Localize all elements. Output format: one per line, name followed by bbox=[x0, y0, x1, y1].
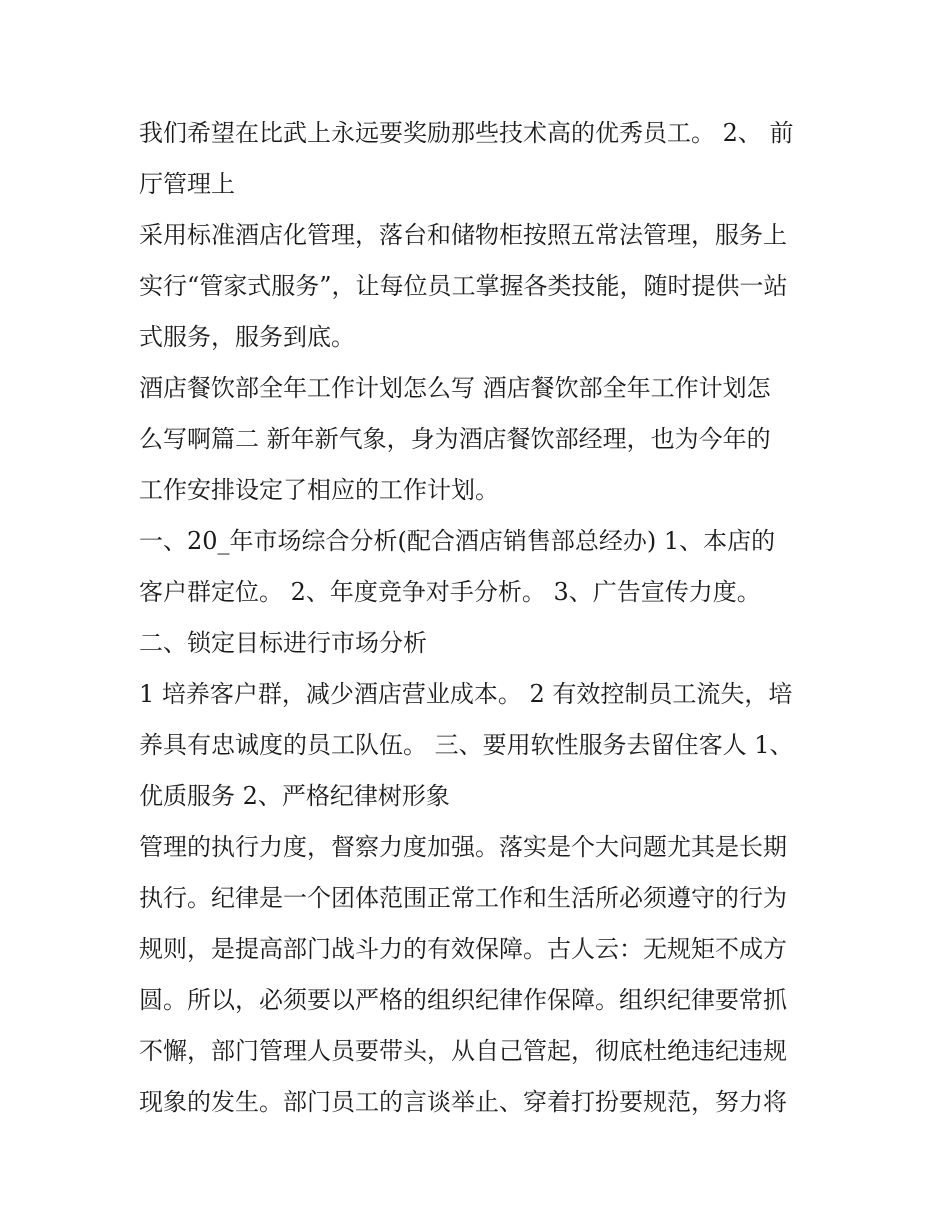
text-line: 优质服务 2、严格纪律树形象 bbox=[139, 782, 450, 810]
text-line: 我们希望在比武上永远要奖励那些技术高的优秀员工。 2、 前 bbox=[139, 119, 794, 147]
text-line: 1 培养客户群，减少酒店营业成本。 2 有效控制员工流失，培 bbox=[139, 680, 793, 708]
text-line: 现象的发生。部门员工的言谈举止、穿着打扮要规范，努力将 bbox=[139, 1088, 787, 1116]
text-line: 厅管理上 bbox=[139, 170, 235, 198]
text-line: 圆。所以，必须要以严格的组织纪律作保障。组织纪律要常抓 bbox=[139, 986, 787, 1014]
text-line: 管理的执行力度，督察力度加强。落实是个大问题尤其是长期 bbox=[139, 833, 787, 861]
text-line: 采用标准酒店化管理，落台和储物柜按照五常法管理，服务上 bbox=[139, 221, 787, 249]
text-line: 执行。纪律是一个团体范围正常工作和生活所必须遵守的行为 bbox=[139, 884, 787, 912]
text-line: 么写啊篇二 新年新气象，身为酒店餐饮部经理，也为今年的 bbox=[139, 425, 771, 453]
text-line: 一、20_年市场综合分析(配合酒店销售部总经办) 1、本店的 bbox=[139, 527, 776, 555]
text-line: 工作安排设定了相应的工作计划。 bbox=[139, 476, 499, 504]
text-line: 规则，是提高部门战斗力的有效保障。古人云：无规矩不成方 bbox=[139, 935, 787, 963]
document-body bbox=[139, 108, 819, 1128]
text-line: 酒店餐饮部全年工作计划怎么写 酒店餐饮部全年工作计划怎 bbox=[139, 374, 771, 402]
text-line: 式服务，服务到底。 bbox=[139, 323, 355, 351]
text-line: 实行“管家式服务”，让每位员工掌握各类技能，随时提供一站 bbox=[139, 272, 788, 300]
text-line: 养具有忠诚度的员工队伍。 三、要用软性服务去留住客人 1、 bbox=[139, 731, 794, 759]
text-line: 二、锁定目标进行市场分析 bbox=[139, 629, 427, 657]
text-line: 客户群定位。 2、年度竞争对手分析。 3、广告宣传力度。 bbox=[139, 578, 761, 606]
text-line: 不懈，部门管理人员要带头，从自己管起，彻底杜绝违纪违规 bbox=[139, 1037, 787, 1065]
